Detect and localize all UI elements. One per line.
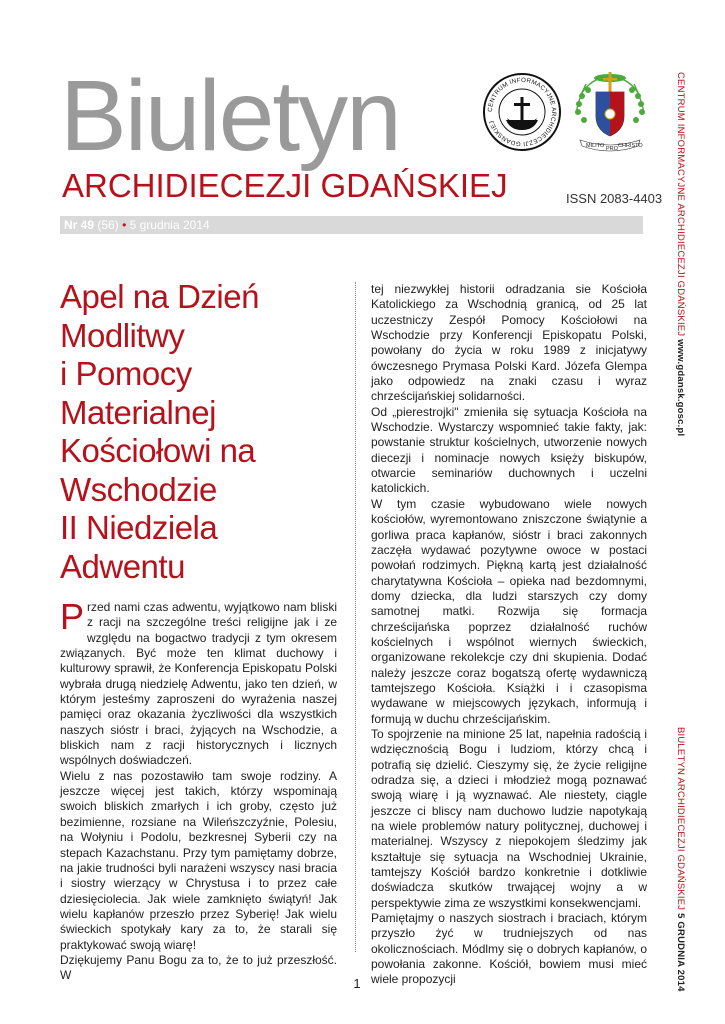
headline-line: Apel na Dzień bbox=[60, 278, 259, 315]
article-headline bbox=[60, 278, 340, 586]
paragraph: Przed nami czas adwentu, wyjątkowo nam bliski z racji na szczególne treści religijne jak i ze względu na bogactwo tradycji z tym okresem związanych. Być może ten klimat duchowy i kulturowy sprawił, że Konferencja Episkopatu Polski wybrała drugą niedzielę Adwentu, jako ten dzień, w którym jesteśmy zaproszeni do wyrażenia naszej pamięci oraz okazania życzliwości dla wszystkich naszych sióstr i braci, żyjących na Wschodzie, a bliskich nam z racji historycznych i licznych wspólnych doświadczeń. bbox=[60, 596, 337, 768]
article-column-right bbox=[371, 282, 647, 988]
paragraph: Pamiętajmy o naszych siostrach i braciach, którym przyszło żyć w trudniejszych od nas okolicznościach. Módlmy się o dobrych kapłanów, o powołania zakonne. Kościół, bowiem musi mieć wiele propozycji bbox=[371, 911, 647, 987]
motto-mid: PRO bbox=[606, 146, 618, 152]
paragraph: W tym czasie wybudowano wiele nowych kościołów, wyremontowano zniszczone świątynie a gorliwa praca kapłanów, sióstr i braci zakonnych zaczęła wydawać pozytywne owoce w postaci powołań rodzimych. Piękną kartą jest działalność charytatywna Kościoła – opieka nad bezdomnymi, domy dziecka, dla ludzi starszych czy domy samotnej matki. Rozwija się formacja chrześcijańska poprzez działalność ruchów kościelnych i wspólnot wiernych świeckich, organizowane rekolekcje czy dni skupienia. Dodać należy jeszcze coraz bogatszą ofertę wydawniczą tamtejszego Kościoła. Książki i i czasopisma wydawane w miejscowych językach, informują i formują w duchu chrześcijańskim. bbox=[371, 496, 647, 726]
headline-line: II Niedziela bbox=[60, 509, 218, 546]
issn: ISSN 2083-4403 bbox=[566, 191, 663, 206]
dropcap: P bbox=[60, 596, 85, 637]
paragraph: Od „pierestrojki" zmieniła się sytuacja Kościoła na Wschodzie. Wystarczy wspomnieć takie fakty, jak: powstanie struktur kościelnych, utworzenie nowych diecezji i nominacje nowych księży biskupów, otwarcie seminariów duchownych i uczelni katolickich. bbox=[371, 404, 647, 496]
sidebar-top bbox=[672, 72, 688, 437]
sidebar-url: www.gdansk.gosc.pl bbox=[675, 339, 686, 437]
archbishop-coat-of-arms-icon bbox=[572, 70, 648, 156]
info-center-seal-icon bbox=[482, 72, 562, 152]
paragraph: To spojrzenie na minione 25 lat, napełnia radością i wdzięcznością Bogu i ludziom, którzy chcą i potrafią się dzielić. Cieszymy się, że życie religijne odradza się, a dzieci i młodzież mogą poznawać swoją wiarę i ją wyznawać. Ale niestety, ciągle jeszcze ci bliscy nam duchowo ludzie napotykają na wiele problemów natury politycznej, duchowej i materialnej. Wszyscy z niepokojem śledzimy jak kształtuje się sytuacja na Wschodniej Ukrainie, tamtejszy Kościół bardzo konkretnie i dotkliwie doświadcza skutków trwającej wojny a w perspektywie zima ze wszystkimi konsekwencjami. bbox=[371, 726, 647, 910]
paragraph: Wielu z nas pozostawiło tam swoje rodziny. A jeszcze więcej jest takich, którzy wspominają swoich bliskich zmarłych i ich groby, często już bezimienne, rozsiane na Wileńszczyźnie, Polesiu, na Wołyniu i Podolu, bezkresnej Syberii czy na stepach Kazachstanu. Przy tym pamiętamy dobrze, na jakie trudności byli narażeni wszyscy nasi bracia i siostry wierzący w Chrystusa i to przez całe dziesięciolecia. Jak wiele zamknięto świątyń! Jak wielu kapłanów przeszło przez Syberię! Jak wielu świeckich spotykały kary za to, że starali się praktykować swoją wiarę! bbox=[60, 768, 337, 952]
issue-date: 5 grudnia 2014 bbox=[129, 218, 210, 232]
headline-line: Wschodzie bbox=[60, 470, 217, 508]
motto-right: CHRISTO bbox=[618, 143, 643, 149]
headline-line: Materialnej bbox=[60, 393, 216, 431]
masthead-subtitle: ARCHIDIECEZJI GDAŃSKIEJ bbox=[62, 167, 508, 204]
masthead-title: Biuletyn bbox=[60, 60, 400, 172]
issue-number: Nr 49 bbox=[64, 218, 95, 232]
headline-line: Modlitwy bbox=[60, 316, 185, 354]
paragraph: tej niezwykłej historii odradzania sie Kościoła Katolickiego za Wschodnią granicą, od 25 lat uczestniczy Zespół Pomocy Kościołowi na Wschodzie przy Konferencji Episkopatu Polski, powołany do życia w roku 1989 z inicjatywy ówczesnego Prymasa Polski Kard. Józefa Glempa jako odpowiedz na znaki czasu i wyraz chrześcijańskiej solidarności. bbox=[371, 282, 647, 404]
issue-info bbox=[64, 218, 210, 232]
sidebar-top-text: CENTRUM INFORMACYJNE ARCHIDIECEZJI GDAŃSKIEJ bbox=[675, 72, 686, 337]
sidebar-bottom-text: BIULETYN ARCHIDIECEZJI GDAŃSKIEJ bbox=[675, 727, 686, 911]
article-column-left bbox=[60, 596, 337, 984]
issue-cumulative: (56) bbox=[97, 218, 119, 232]
svg-text:CENTRUM INFORMACYJNE ARCHIDIEC: CENTRUM INFORMACYJNE ARCHIDIECEZJI GDAŃSKIEJ bbox=[486, 76, 558, 148]
issue-separator: • bbox=[122, 218, 127, 232]
sidebar-bottom bbox=[672, 727, 688, 992]
paragraph: Dziękujemy Panu Bogu za to, że to już przeszłość. W bbox=[60, 952, 337, 983]
sidebar-bottom-date: 5 GRUDNIA 2014 bbox=[675, 913, 686, 992]
column-divider bbox=[355, 282, 356, 952]
headline-line: i Pomocy bbox=[60, 355, 192, 392]
headline-line: Kościołowi na bbox=[60, 432, 256, 469]
headline-line: Adwentu bbox=[60, 547, 185, 585]
motto-left: MILITO bbox=[586, 143, 605, 149]
page-number: 1 bbox=[353, 976, 361, 991]
